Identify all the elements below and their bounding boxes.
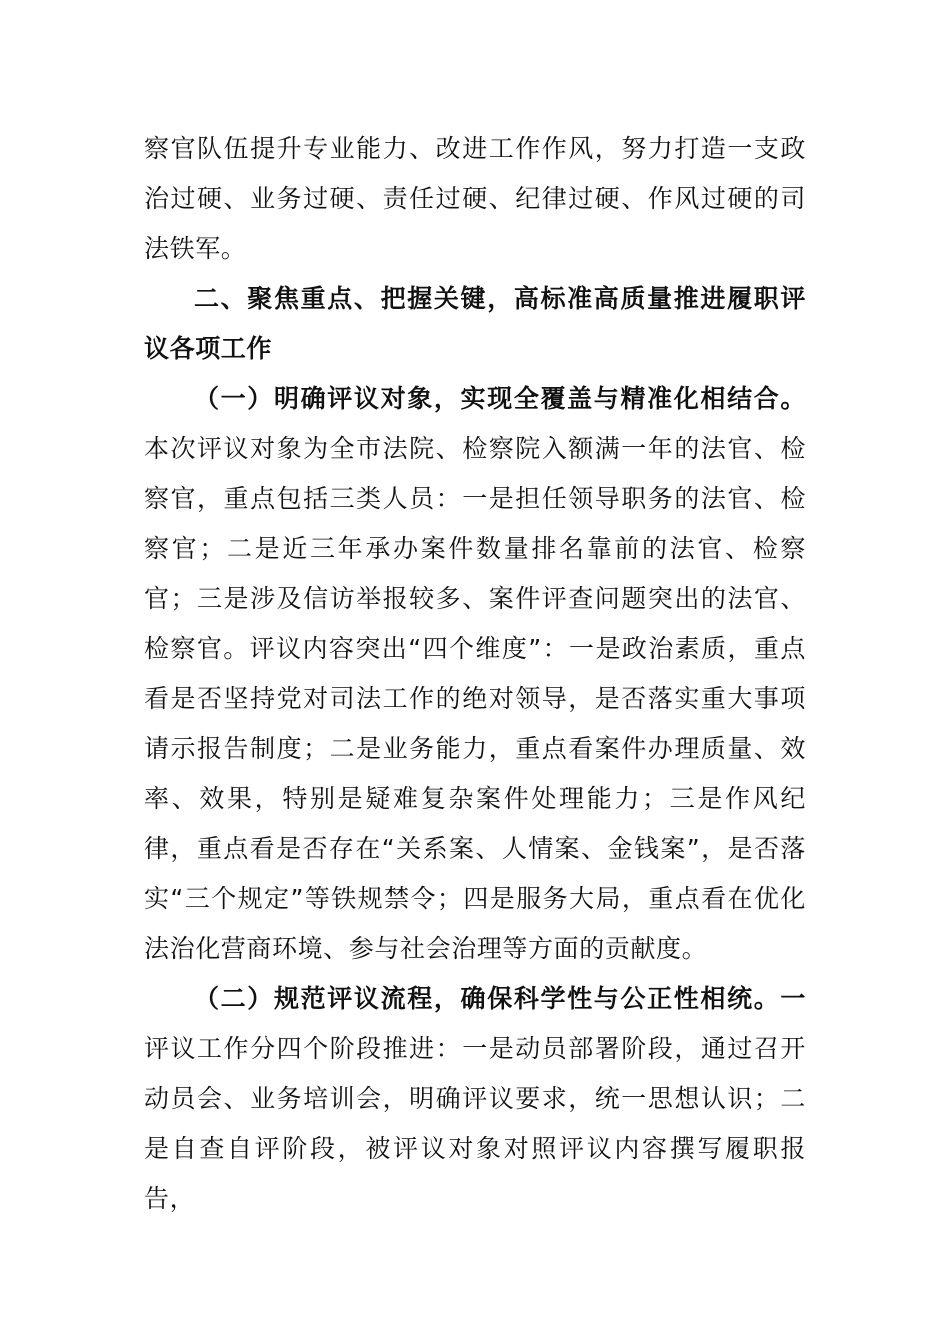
subsection-body-1: 本次评议对象为全市法院、检察院入额满一年的法官、检察官，重点包括三类人员：一是担任领导职务的法官、检察官；二是近三年承办案件数量排名靠前的法官、检察官；三是涉及信访举报较多、案件评查问题突出的法官、检察官。评议内容突出“四个维度”：一是政治素质，重点看是否坚持党对司法工作的绝对领导，是否落实重大事项请示报告制度；二是业务能力，重点看案件办理质量、效率、效果，特别是疑难复杂案件处理能力；三是作风纪律，重点看是否存在“关系案、人情案、金钱案”，是否落实“三个规定”等铁规禁令；四是服务大局，重点看在优化法治化营商环境、参与社会治理等方面的贡献度。	[144, 434, 806, 963]
subsection-paragraph-1	[144, 374, 806, 974]
subsection-title-2: （二）规范评议流程，确保科学性与公正性相统。一	[194, 984, 806, 1013]
subsection-body-2: 评议工作分四个阶段推进：一是动员部署阶段，通过召开动员会、业务培训会，明确评议要求，统一思想认识；二是自查自评阶段，被评议对象对照评议内容撰写履职报告，	[144, 1034, 806, 1213]
section-heading: 二、聚焦重点、把握关键，高标准高质量推进履职评议各项工作	[144, 284, 806, 363]
paragraph-continuation: 察官队伍提升专业能力、改进工作作风，努力打造一支政治过硬、业务过硬、责任过硬、纪律过硬、作风过硬的司法铁军。	[144, 134, 806, 263]
subsection-paragraph-2	[144, 974, 806, 1224]
subsection-title-1: （一）明确评议对象，实现全覆盖与精准化相结合。	[194, 384, 806, 413]
document-body	[144, 124, 806, 1224]
